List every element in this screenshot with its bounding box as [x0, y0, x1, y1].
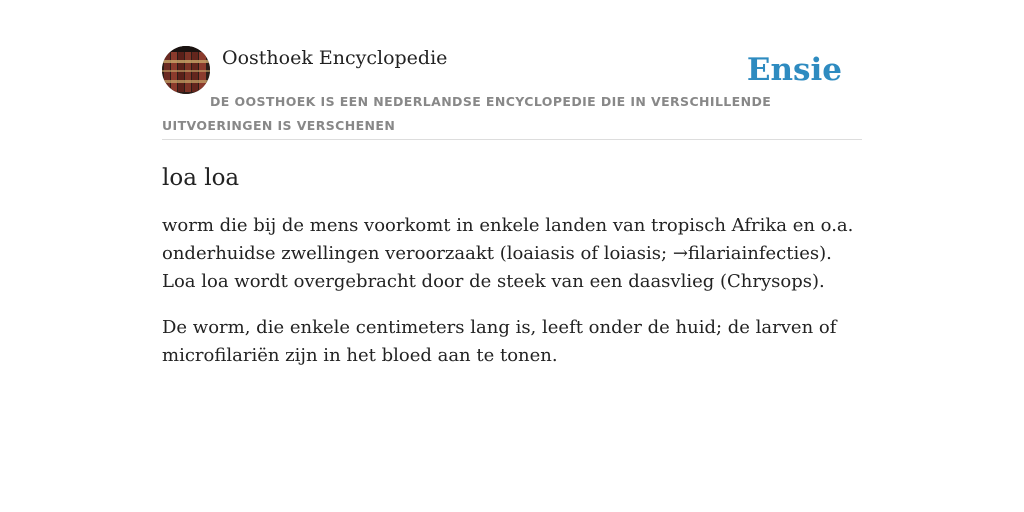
encyclopedia-books-icon[interactable] — [162, 46, 210, 94]
page-container — [162, 0, 862, 366]
article-paragraph-2: De worm, die enkele centimeters lang is, leeft onder de huid; de larven of microfilariën zijn in het bloed aan te tonen. — [162, 317, 837, 366]
site-tagline: DE OOSTHOEK IS EEN NEDERLANDSE ENCYCLOPEDIE DIE IN VERSCHILLENDE UITVOERINGEN IS VERSCHENEN — [162, 94, 772, 133]
brand-logo-link[interactable]: Ensie — [746, 52, 842, 88]
paragraph-1-text-after: ). Loa loa wordt overgebracht door de steek van een daasvlieg (Chrysops). — [162, 243, 832, 292]
article-content — [162, 158, 862, 388]
article-title: loa loa — [162, 165, 240, 191]
article-paragraph-1 — [162, 212, 862, 296]
site-header — [162, 0, 862, 140]
site-title[interactable]: Oosthoek Encyclopedie — [222, 47, 448, 69]
filariainfecties-link[interactable]: →filariainfecties — [672, 243, 820, 264]
paragraph-1-text-before: worm die bij de mens voorkomt in enkele landen van tropisch Afrika en o.a. onderhuidse zwellingen veroorzaakt (loaiasis of loiasis; — [162, 215, 854, 264]
